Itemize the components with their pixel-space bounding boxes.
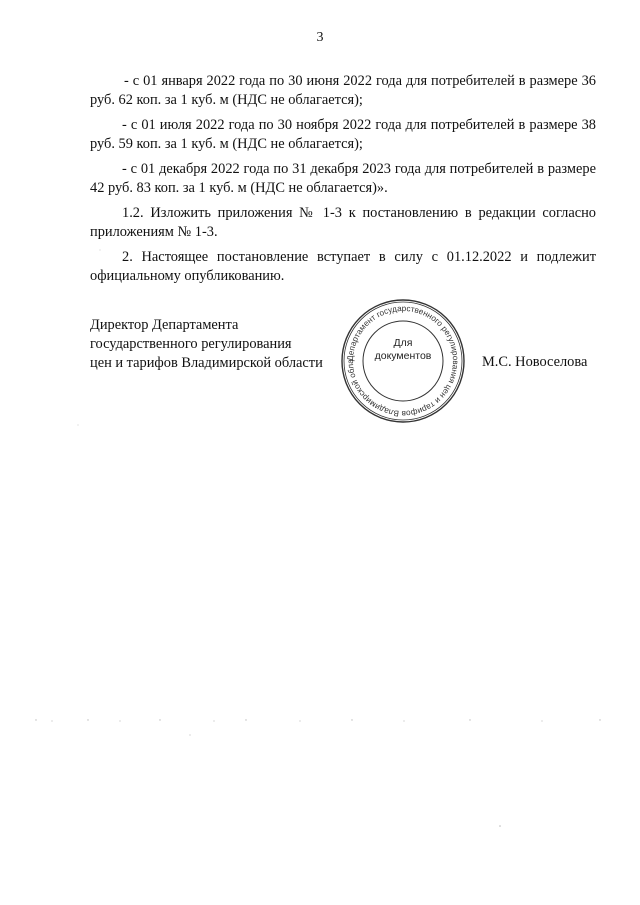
signatory-name: М.С. Новоселова	[482, 354, 588, 370]
position-line: государственного регулирования	[90, 336, 292, 352]
position-line: Директор Департамента	[90, 317, 239, 333]
stamp-center-line: Для	[393, 337, 413, 349]
paragraph-appendices: 1.2. Изложить приложения № 1-3 к постановлению в редакции согласно приложениям № 1-3.	[90, 205, 596, 240]
stamp-center-text	[365, 337, 441, 363]
paragraph-tariff-jul-nov: - с 01 июля 2022 года по 30 ноября 2022 года для потребителей в размере 38 руб. 59 коп. за 1 куб. м (НДС не облагается);	[90, 117, 596, 152]
official-stamp	[339, 297, 467, 425]
signatory-position	[90, 316, 323, 373]
stamp-center-line: документов	[374, 350, 432, 362]
document-body	[90, 72, 596, 292]
paragraph-tariff-dec-2023: - с 01 декабря 2022 года по 31 декабря 2023 года для потребителей в размере 42 руб. 83 коп. за 1 куб. м (НДС не облагается)».	[90, 161, 596, 196]
paragraph-tariff-jan-jun: - с 01 января 2022 года по 30 июня 2022 года для потребителей в размере 36 руб. 62 коп. за 1 куб. м (НДС не облагается);	[90, 73, 596, 108]
page-number: 3	[316, 30, 324, 45]
paragraph-entry-into-force: 2. Настоящее постановление вступает в силу с 01.12.2022 и подлежит официальному опубликованию.	[90, 249, 596, 284]
stamp-ring-text: Департамент государственного регулирования цен и тарифов Владимирской обла	[345, 303, 461, 419]
position-line: цен и тарифов Владимирской области	[90, 355, 323, 371]
